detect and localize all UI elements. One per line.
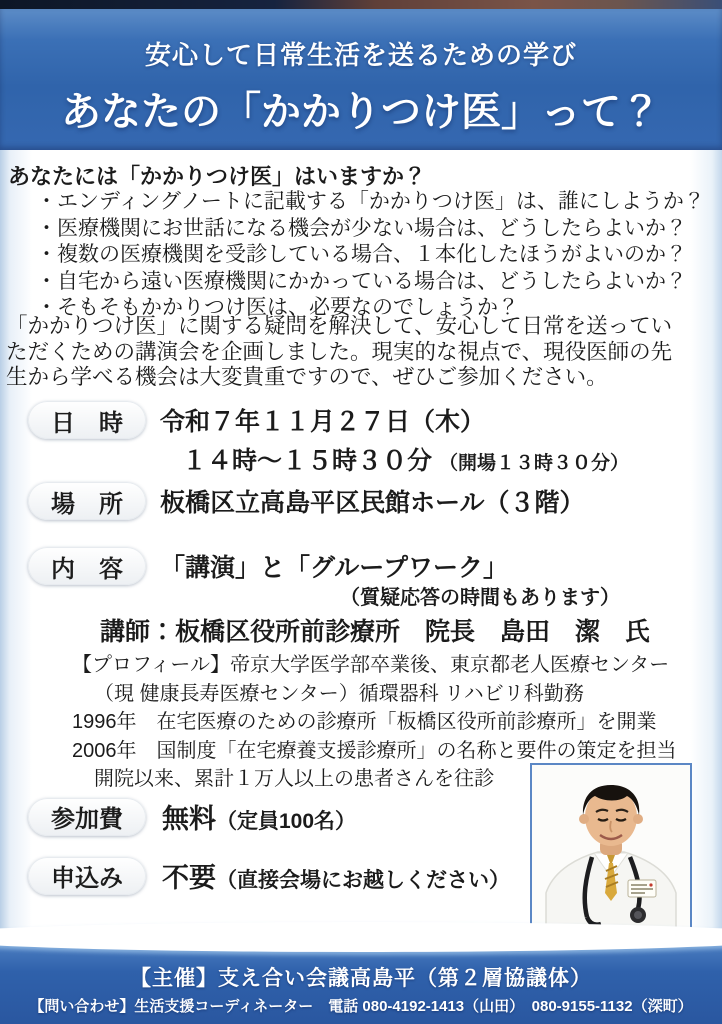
paragraph-line: 生から学べる機会は大変貴重ですので、ぜひご参加ください。	[6, 365, 608, 389]
intro-bullet-list	[36, 189, 705, 322]
application-value	[162, 856, 510, 895]
fee-value	[162, 797, 356, 836]
place-value: 板橋区立高島平区民館ホール（３階）	[160, 489, 585, 517]
footer-contact: 【問い合わせ】生活支援コーディネーター 電話 080-4192-1413（山田） 080-9155-1132（深町）	[29, 998, 693, 1015]
bullet-item: ・自宅から遠い医療機関にかかっている場合は、どうしたらよいか？	[36, 269, 687, 293]
application-note: （直接会場にお越しください）	[216, 869, 510, 892]
content-note: （質疑応答の時間もあります）	[340, 587, 620, 609]
doors-open-note: （開場１３時３０分）	[438, 453, 629, 474]
place-row	[28, 482, 585, 520]
datetime-row	[28, 401, 485, 439]
profile-line: 1996年 在宅医療のための診療所「板橋区役所前診療所」を開業	[72, 711, 657, 733]
intro-paragraph	[6, 314, 672, 391]
content-value: 「講演」と「グループワーク」	[160, 554, 509, 582]
profile-line: （現 健康長寿医療センター）循環器科 リハビリ科勤務	[94, 682, 584, 705]
lecturer-line: 講師：板橋区役所前診療所 院長 島田 潔 氏	[100, 618, 651, 646]
place-label-pill: 場 所	[28, 482, 146, 520]
application-row	[28, 856, 510, 895]
datetime-time-line	[182, 441, 629, 477]
doctor-illustration	[532, 765, 690, 936]
footer-organizer: 【主催】支え合い会議高島平（第２層協議体）	[130, 967, 592, 990]
paragraph-line: ただくための講演会を企画しました。現実的な視点で、現役医師の先	[6, 339, 673, 364]
datetime-time: １４時～１５時３０分	[182, 447, 433, 475]
bullet-item: ・複数の医療機関を受診している場合、１本化したほうがよいのか？	[36, 243, 687, 266]
bullet-item: ・エンディングノートに記載する「かかりつけ医」は、誰にしようか？	[36, 190, 705, 213]
profile-line: 開院以来、累計１万人以上の患者さんを往診	[94, 768, 494, 790]
application-required: 不要	[162, 863, 216, 893]
application-label-pill: 申込み	[28, 857, 146, 895]
footer-banner	[0, 944, 722, 1024]
content-label-pill: 内 容	[28, 547, 146, 585]
intro-lead: あなたには「かかりつけ医」はいますか？	[8, 164, 427, 189]
fee-amount: 無料	[162, 804, 216, 834]
datetime-label-pill: 日 時	[28, 401, 146, 439]
doctor-portrait-photo	[530, 763, 692, 938]
bullet-item: ・そもそもかかりつけ医は、必要なのでしょうか？	[36, 296, 519, 319]
datetime-value: 令和７年１１月２７日（木）	[160, 408, 486, 436]
fee-label-pill: 参加費	[28, 798, 146, 836]
fee-capacity-note: （定員100名）	[216, 810, 357, 833]
profile-line: 2006年 国制度「在宅療養支援診療所」の名称と要件の策定を担当	[72, 739, 677, 762]
content-row	[28, 547, 508, 585]
paragraph-line: 「かかりつけ医」に関する疑問を解決して、安心して日常を送ってい	[6, 314, 673, 338]
header-banner	[0, 9, 722, 150]
scan-edge-strip	[0, 0, 722, 9]
header-title: あなたの「かかりつけ医」って？	[61, 90, 661, 134]
profile-line: 【プロフィール】帝京大学医学部卒業後、東京都老人医療センター	[72, 654, 670, 676]
fee-row	[28, 797, 356, 836]
header-subtitle: 安心して日常生活を送るための学び	[144, 40, 577, 70]
bullet-item: ・医療機関にお世話になる機会が少ない場合は、どうしたらよいか？	[36, 216, 687, 240]
